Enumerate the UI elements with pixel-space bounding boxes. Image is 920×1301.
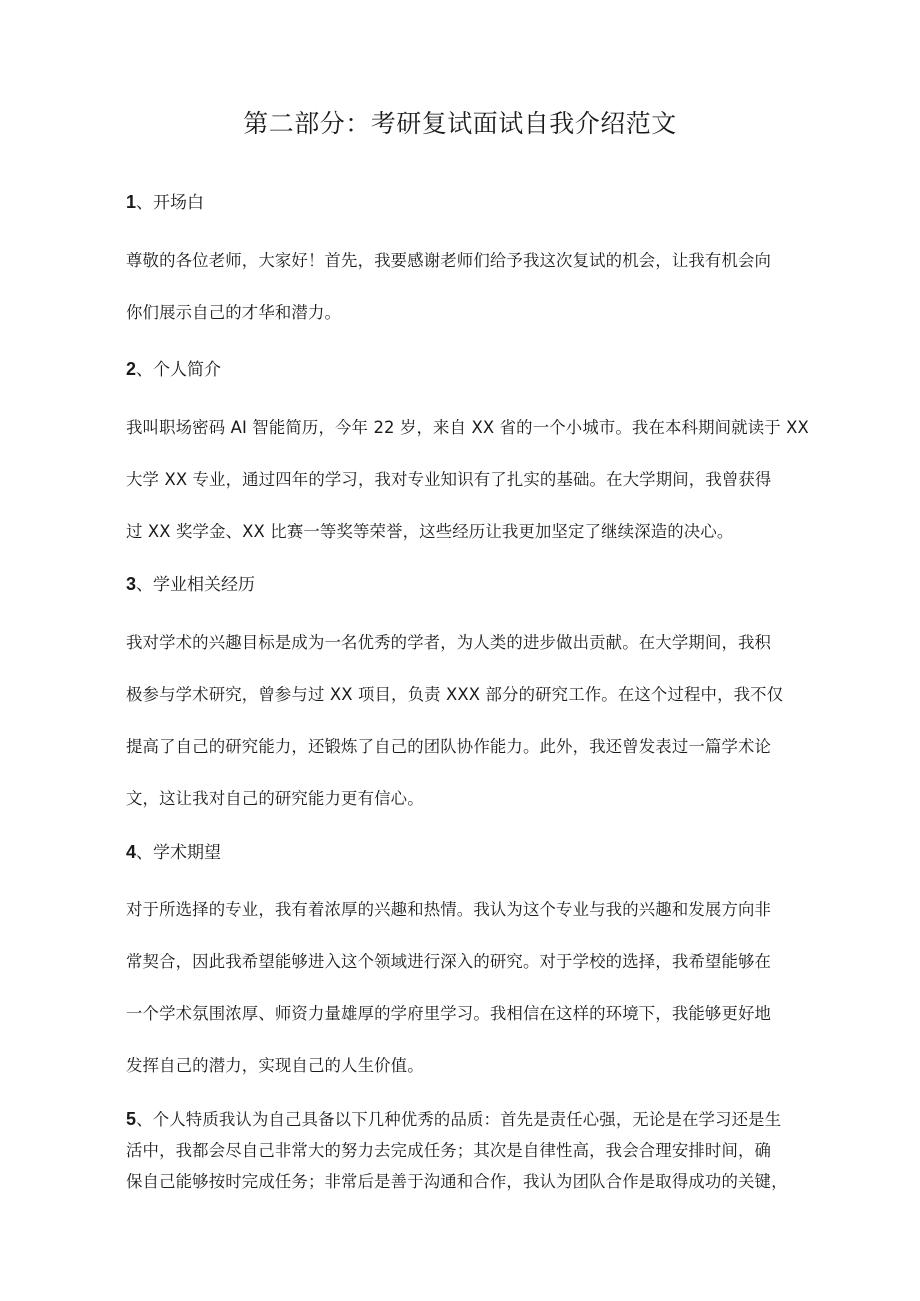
section-heading-text: 、开场白 <box>136 193 205 213</box>
body-line: 对于所选择的专业，我有着浓厚的兴趣和热情。我认为这个专业与我的兴趣和发展方向非 <box>126 900 772 919</box>
body-line: 提高了自己的研究能力，还锻炼了自己的团队协作能力。此外，我还曾发表过一篇学术论 <box>126 737 772 756</box>
section-number: 3 <box>126 574 137 594</box>
section-heading-2 <box>126 356 221 383</box>
page-title: 第二部分：考研复试面试自我介绍范文 <box>243 109 677 138</box>
section-heading-text: 、个人简介 <box>136 360 222 380</box>
body-line: 文，这让我对自己的研究能力更有信心。 <box>126 789 424 808</box>
section-body-1 <box>126 235 798 339</box>
body-line: 大学 XX 专业，通过四年的学习，我对专业知识有了扎实的基础。在大学期间，我曾获得 <box>126 470 772 489</box>
body-line: 我叫职场密码 AI 智能简历，今年 22 岁，来自 XX 省的一个小城市。我在本科期间就读于 XX <box>126 418 809 437</box>
section-body-4 <box>126 884 798 1092</box>
body-line: 尊敬的各位老师，大家好！首先，我要感谢老师们给予我这次复试的机会，让我有机会向 <box>126 251 772 270</box>
section-body-2 <box>126 402 809 558</box>
body-line: 你们展示自己的才华和潜力。 <box>126 303 342 322</box>
body-line: 极参与学术研究，曾参与过 XX 项目，负责 XXX 部分的研究工作。在这个过程中，我不仅 <box>126 685 784 704</box>
section-heading-4 <box>126 839 221 866</box>
section-number: 2 <box>126 359 137 379</box>
section-heading-3 <box>126 571 255 598</box>
section-body-5 <box>126 1104 798 1197</box>
body-line: 常契合，因此我希望能够进入这个领域进行深入的研究。对于学校的选择，我希望能够在 <box>126 952 772 971</box>
section-heading-text: 、个人特质我认为自己具备以下几种优秀的品质：首先是责任心强，无论是在学习还是生 <box>136 1110 782 1129</box>
body-line: 一个学术氛围浓厚、师资力量雄厚的学府里学习。我相信在这样的环境下，我能够更好地 <box>126 1004 772 1023</box>
section-heading-1 <box>126 189 204 216</box>
body-line: 保自己能够按时完成任务；非常后是善于沟通和合作，我认为团队合作是取得成功的关键， <box>126 1172 788 1191</box>
section-heading-text: 、学术期望 <box>136 843 222 863</box>
body-line: 发挥自己的潜力，实现自己的人生价值。 <box>126 1056 424 1075</box>
section-number: 4 <box>126 842 137 862</box>
section-number: 1 <box>126 192 137 212</box>
section-heading-text: 、学业相关经历 <box>136 575 256 595</box>
body-line <box>126 1104 798 1135</box>
body-line: 我对学术的兴趣目标是成为一名优秀的学者，为人类的进步做出贡献。在大学期间，我积 <box>126 633 772 652</box>
body-line: 活中，我都会尽自己非常大的努力去完成任务；其次是自律性高，我会合理安排时间，确 <box>126 1141 772 1160</box>
section-body-3 <box>126 617 798 825</box>
section-number: 5 <box>126 1109 137 1129</box>
body-line: 过 XX 奖学金、XX 比赛一等奖等荣誉，这些经历让我更加坚定了继续深造的决心。 <box>126 522 734 541</box>
